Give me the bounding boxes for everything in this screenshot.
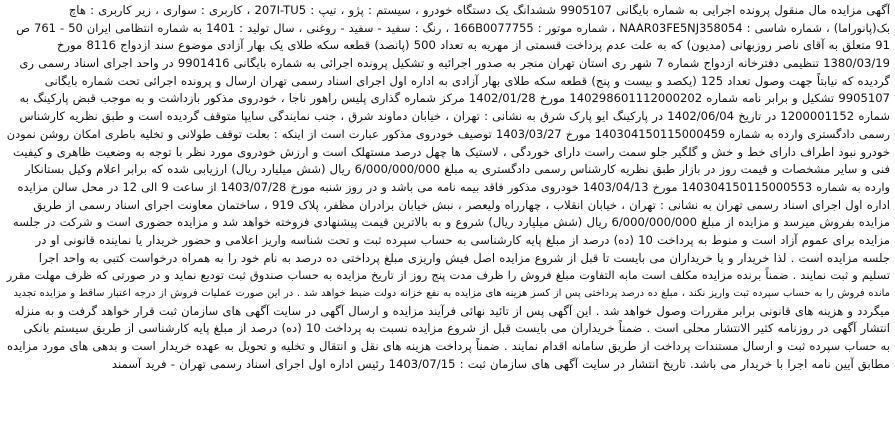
notice-line: 1380/03/19 تنظیمی دفترخانه ازدواج شماره 7 شهر ری استان تهران منجر به صدور اجرائیه و تشکیل پرونده اجرائی به شماره بایگانی 9901416 در واحد اجرای اسناد رسمی ری bbox=[19, 56, 890, 71]
notice-line: اداره اول اجرای اسناد رسمی تهران به نشانی : تهران ، خیابان انقلاب ، چهارراه ولیعصر ، نبش خیابان برادران مظفر، پلاک 919 ، ساختمان معاونت اجرای اسناد رسمی از طریق bbox=[33, 197, 890, 212]
notice-line: مزایده برای عموم آزاد است و منوط به پرداخت 10 (ده) درصد از مبلغ پایه کارشناسی به حساب سپرده ثبت و تحت شناسه واریز اعلامی و حضور خریدار یا نماینده قانونی او در bbox=[35, 232, 890, 247]
notice-line: مانده فروش را به حساب سپرده ثبت واریز نکند ، مبلغ ده درصد پرداختی پس از کسر هزینه های مزایده به نفع خزانه دولت ضبط خواهد شد . در این صورت عملیات فروش از درجه اعتبار ساقط و مزایده تجدید bbox=[13, 288, 890, 299]
notice-line: انتشار آگهی در روزنامه کثیر الانتشار محلی است . ضمناً خریداران می بایست قبل از شروع مزایده نسبت به پرداخت 10 (ده) درصد از مبلغ پایه کارشناسی از طریق سیستم بانکی bbox=[23, 321, 890, 336]
notice-line: فنی و سایر مشخصات و قیمت روز در بازار طبق نظریه کارشناس رسمی دادگستری به مبلغ 6/000/000/000 ریال (شش میلیارد ریال) ارزیابی شده که برابر اعلام وکیل بستانکار bbox=[25, 162, 890, 177]
notice-line: به حساب سپرده ثبت و ارسال مستندات پرداخت از طریق سامانه اقدام نمایند . ضمناً پرداخت هزینه های نقل و انتقال و تخلیه و تحویل به عهده خریدار است و بدهی های مورد مزایده bbox=[6, 339, 890, 354]
notice-line: تسلیم و ثبت نمایند . ضمناً برنده مزایده مکلف است مابه التفاوت مبلغ فروش را ظرف مدت پنج روز از تاریخ مزایده به حساب صندوق ثبت تودیع نماید و در صورتی که ظرف مهلت مقرر bbox=[6, 268, 890, 283]
auction-notice-text bbox=[4, 2, 890, 373]
notice-line: وارده به شماره 140304150115000553 مورخ 1403/04/13 خودروی مذکور فاقد بیمه نامه می باشد و در روز شنبه مورخ 1403/07/28 از ساعت 9 الی 12 در محل سالن مزایده bbox=[17, 179, 890, 194]
notice-line: 9905107 تشکیل و برابر نامه شماره 140298601112000202 مورخ 1402/01/28 مرکز شماره گذاری پلیس راهور ناجا ، خودروی مذکور بازداشت و به موجب قبض پارکینگ به bbox=[19, 91, 890, 106]
notice-line: خودرو نبود اطراف دارای خط و خش و گلگیر جلو سمت راست دارای خوردگی ، لاستیک ها چهل درصد مستهلک است و ارزش خودروی مورد نظر با توجه به وضعیت ظاهری و کیفیت bbox=[12, 144, 890, 159]
notice-line: گردیده که نیابتاً جهت وصول تعداد 125 (یکصد و بیست و پنج) قطعه سکه طلای بهار آزادی به اداره اول اجرای اسناد رسمی تهران ارسال و پرونده اجرائی تحت شماره بایگانی bbox=[44, 73, 890, 88]
notice-line: بک(پانوراما) ، شماره شاسی : NAAR03FE5NJ358054 ، شماره موتور : 166B0077755 ، رنگ : سفید - سفید - روغنی ، سال تولید : 1401 به شماره انتظامی ایران 50 - 761 ص bbox=[16, 20, 890, 35]
notice-line: رسمی دادگستری وارده به شماره 140304150115000459 مورخ 1403/03/27 توصیف خودروی مذکور عبارت است از اینکه : بعلت توقف طولانی و تخلیه باطری امکان روشن نمودن bbox=[6, 126, 890, 141]
notice-line: مطابق آیین نامه اجرا با خریدار می باشد. تاریخ انتشار در سایت آگهی های سازمان ثبت : 1403/07/15 رئیس اداره اول اجرای اسناد رسمی تهران - فرید آسمند bbox=[111, 356, 890, 371]
notice-line: جلسه مزایده است . لذا خریدار و یا خریداران می بایست تا قبل از شروع مزایده اصل فیش واریزی مبلغ پرداختی ده درصد به نام خود را به همراه درخواست کتبی به واحد اجرا bbox=[38, 250, 890, 265]
notice-line: میگردد و هزینه های قانونی برابر مقررات وصول خواهد شد . این آگهی پس از تائید نهائی فرآیند مزایده و ارسال آگهی در سایت آگهی های سازمان ثبت قرار خواهد گرفت و به منزله bbox=[14, 303, 890, 318]
notice-line: مزایده بفروش میرسد و مزایده از مبلغ 6/000/000/000 ریال (شش میلیارد ریال) شروع و به بالاترین قیمت پیشنهادی فروخته خواهد شد و مزایده حضوری است و شرکت در جلسه bbox=[12, 215, 890, 230]
notice-line: آگهی مزایده مال منقول پرونده اجرایی به شماره بایگانی 9905107 ششدانگ یک دستگاه خودرو ، سیستم : پژو ، تیپ : 207I-TU5 ، کاربری : سواری ، زیر کاربری : هاچ bbox=[68, 3, 890, 17]
notice-line: 91 متعلق به آقای ناصر روزبهانی (مدیون) که به علت عدم پرداخت قسمتی از مهریه به تعداد 500 (پانصد) قطعه سکه طلای یک بهار آزادی موضوع سند ازدواج 8116 مورخ bbox=[56, 38, 890, 53]
notice-line: شماره 1200001152 در تاریخ 1402/06/04 در پارکینگ ایو پارک شرق به نشانی : تهران ، خیابان دماوند شرق ، جنب نمایندگی سایپا متوقف گردیده است و طبق نظریه کارشناس bbox=[19, 109, 890, 124]
